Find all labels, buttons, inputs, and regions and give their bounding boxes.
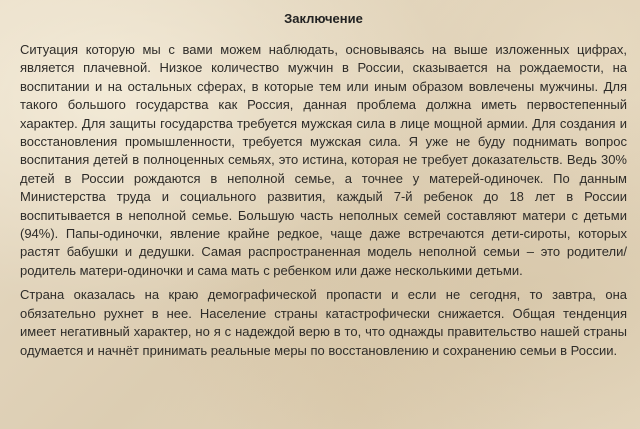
conclusion-paragraph-2: Страна оказалась на краю демографической пропасти и если не сегодня, то завтра, она обязательно рухнет в нее. Население страны катастрофически снижается. Общая тенденция имеет негативный характер, но я с надеждой верю в то, что однажды правительство нашей страны одумается и начнёт принимать реальные меры по восстановлению и сохранению семьи в России. (20, 287, 627, 358)
document-heading: Заключение (284, 11, 363, 26)
conclusion-paragraph-1: Ситуация которую мы с вами можем наблюдать, основываясь на выше изложенных цифрах, является плачевной. Низкое количество мужчин в России, сказывается на рождаемости, на воспитании и на остальных сферах, в которые тем или иным образом вовлечены мужчины. Для такого большого государства как Россия, данная проблема должна иметь первостепенный характер. Для защиты государства требуется мужская сила в лице мощной армии. Для создания и восстановления промышленности, требуется мужская сила. Я уже не буду поднимать вопрос воспитания детей в полноценных семьях, это истина, которая не требует доказательств. Ведь 30% детей в России рождаются в неполной семье, а точнее у матерей-одиночек. По данным Министерства труда и социального развития, каждый 7-й ребенок до 18 лет в России воспитывается в неполной семье. Большую часть неполных семей составляют матери с детьми (94%). Папы-одиночки, явление крайне редкое, чаще даже встречаются дети-сироты, которых растят бабушки и дедушки. Самая распространенная модель неполной семьи – это родители/родитель матери-одиночки и сама мать с ребенком или даже несколькими детьми. (20, 42, 627, 278)
